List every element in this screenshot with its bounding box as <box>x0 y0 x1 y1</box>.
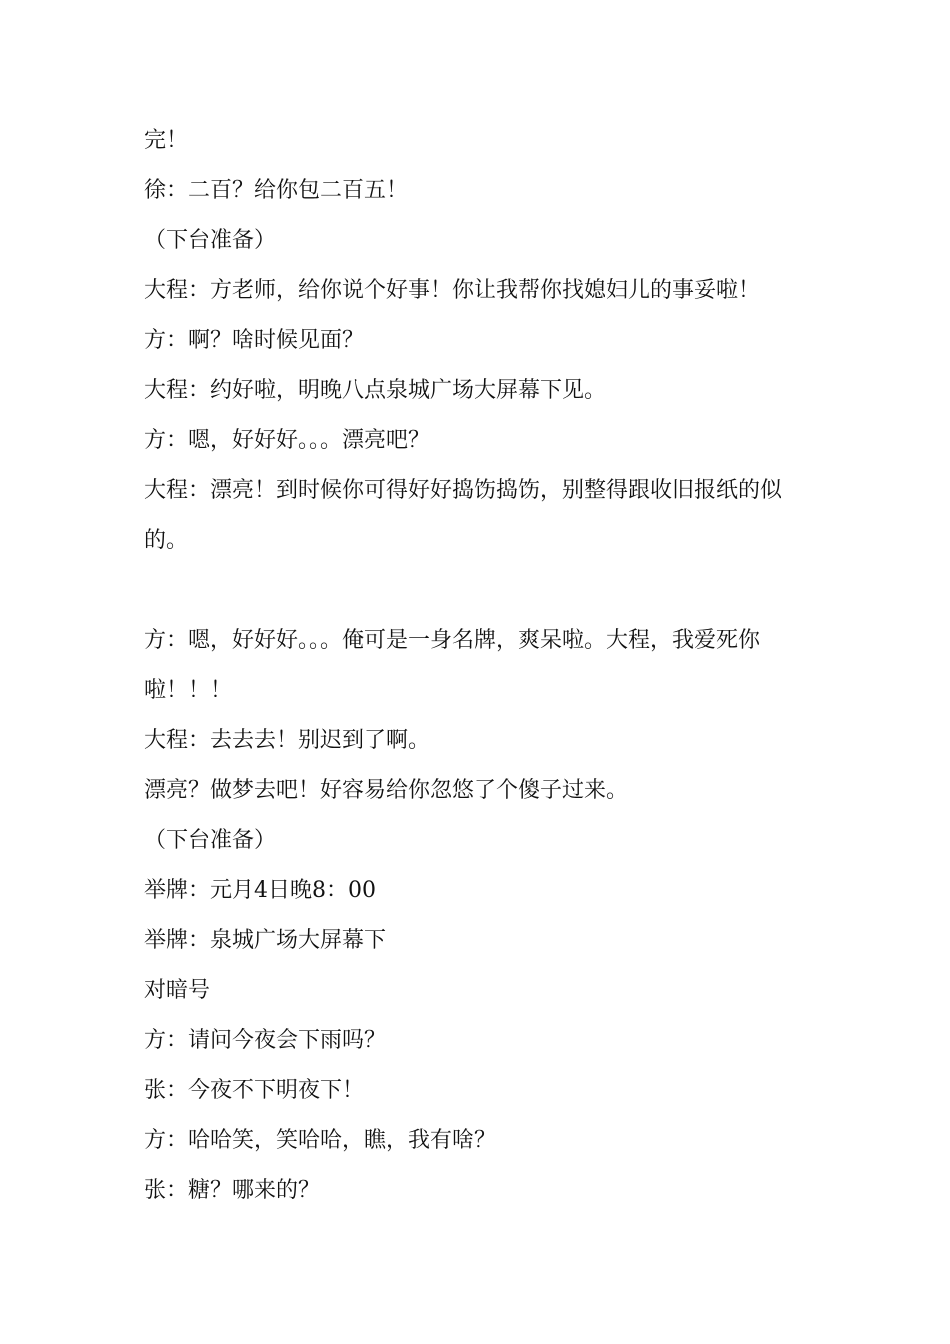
text-line: 的。 <box>144 528 189 553</box>
blank-line <box>144 566 804 616</box>
text-line: 方：嗯，好好好。。。漂亮吧？ <box>144 428 431 453</box>
text-line: （下台准备） <box>144 228 277 253</box>
script-text <box>144 116 804 1216</box>
text-line: 对暗号 <box>144 978 211 1003</box>
text-line: 大程：方老师，给你说个好事！你让我帮你找媳妇儿的事妥啦！ <box>144 278 761 303</box>
text-line: 方：嗯，好好好。。。俺可是一身名牌，爽呆啦。大程，我爱死你 <box>144 628 761 653</box>
text-line: 大程：去去去！别迟到了啊。 <box>144 728 431 753</box>
text-line: 大程：约好啦，明晚八点泉城广场大屏幕下见。 <box>144 378 607 403</box>
text-line: 啦！！！ <box>144 678 233 703</box>
text-line: 张：今夜不下明夜下！ <box>144 1078 365 1103</box>
text-line: 张：糖？哪来的？ <box>144 1178 321 1203</box>
text-line: 举牌：泉城广场大屏幕下 <box>144 928 387 953</box>
text-line: 方：啊？啥时候见面？ <box>144 328 365 353</box>
text-line: 方：哈哈笑，笑哈哈，瞧，我有啥？ <box>144 1128 497 1153</box>
text-line: 大程：漂亮！到时候你可得好好捣饬捣饬，别整得跟收旧报纸的似 <box>144 478 783 503</box>
text-line: 举牌：元月4日晚8：00 <box>144 878 376 903</box>
text-line: 方：请问今夜会下雨吗？ <box>144 1028 387 1053</box>
text-line: 徐：二百？给你包二百五！ <box>144 178 409 203</box>
text-line: 完！ <box>144 128 189 153</box>
text-line: （下台准备） <box>144 828 277 853</box>
text-line: 漂亮？做梦去吧！好容易给你忽悠了个傻子过来。 <box>144 778 629 803</box>
